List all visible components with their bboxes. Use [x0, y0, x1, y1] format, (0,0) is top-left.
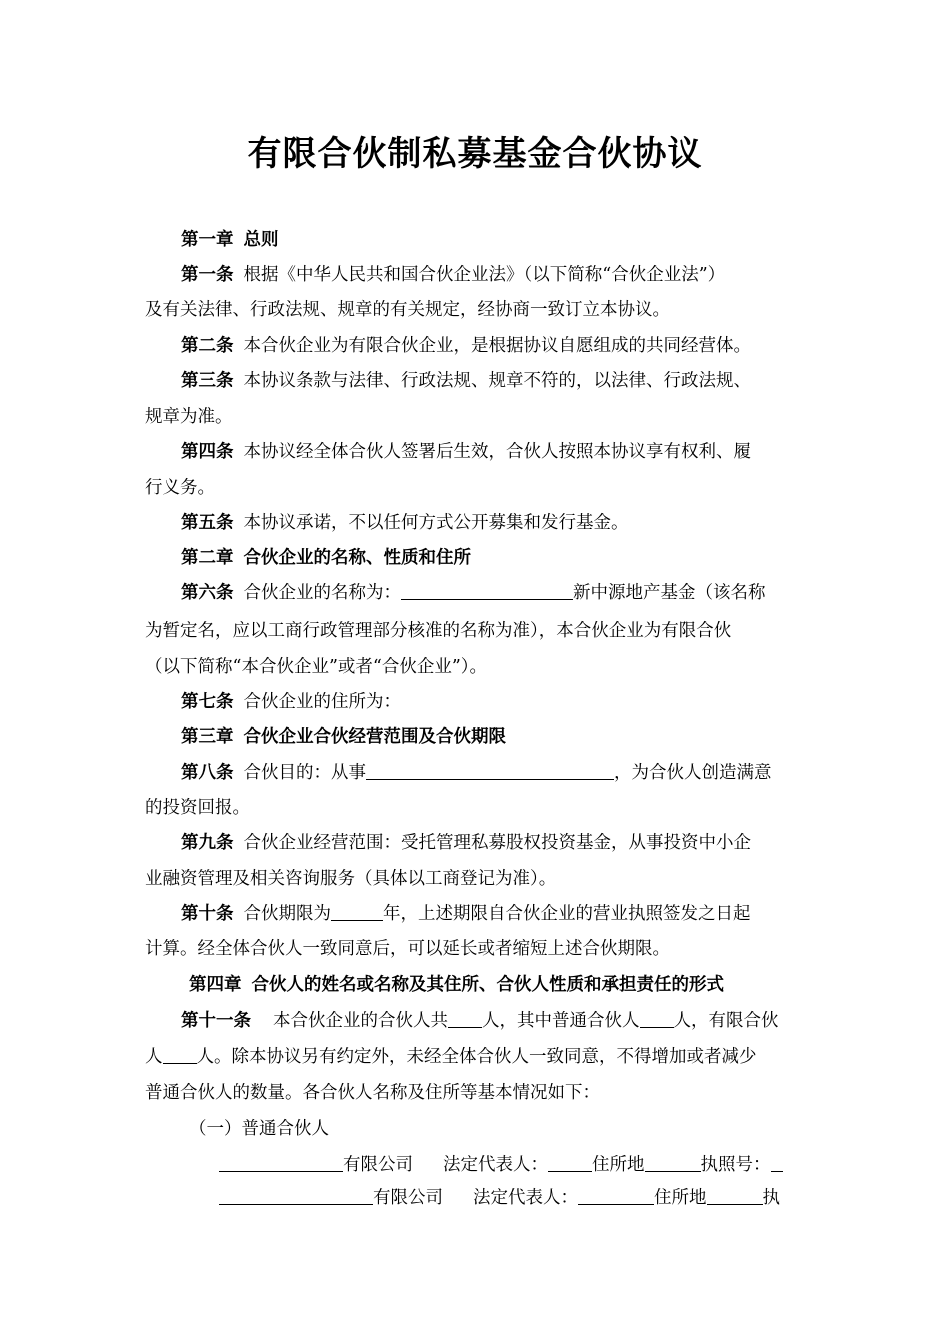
article-9: 第九条 合伙企业经营范围：受托管理私募股权投资基金，从事投资中小企: [181, 833, 751, 853]
article-10-cont: 计算。经全体合伙人一致同意后，可以延长或者缩短上述合伙期限。: [145, 939, 670, 959]
article-10: 第十条 合伙期限为 年，上述期限自合伙企业的营业执照签发之日起: [181, 904, 751, 924]
fund-name-blank[interactable]: [401, 581, 573, 600]
legal-rep-blank[interactable]: [548, 1153, 592, 1172]
article-1-cont: 及有关法律、行政法规、规章的有关规定，经协商一致订立本协议。: [145, 300, 670, 320]
article-11: 第十一条 本合伙企业的合伙人共 人，其中普通合伙人 人，有限合伙: [181, 1011, 779, 1031]
article-8: 第八条 合伙目的：从事 ，为合伙人创造满意: [181, 763, 772, 783]
term-years-blank[interactable]: [331, 902, 383, 921]
limited-partners-blank[interactable]: [163, 1045, 197, 1064]
article-3: 第三条 本协议条款与法律、行政法规、规章不符的，以法律、行政法规、: [181, 371, 751, 391]
address-blank[interactable]: [707, 1186, 763, 1205]
general-partner-row-1: 有限公司 法定代表人： 住所地 执照号：: [219, 1153, 806, 1177]
chapter-4-heading: 第四章 合伙人的姓名或名称及其住所、合伙人性质和承担责任的形式: [189, 975, 724, 995]
article-6-cont-2: （以下简称“本合伙企业”或者“合伙企业”）。: [145, 657, 488, 677]
article-8-cont: 的投资回报。: [145, 798, 250, 818]
article-3-cont: 规章为准。: [145, 407, 233, 427]
total-partners-blank[interactable]: [448, 1009, 482, 1028]
article-7: 第七条 合伙企业的住所为：: [181, 692, 401, 712]
purpose-blank[interactable]: [366, 761, 614, 780]
article-4: 第四条 本协议经全体合伙人签署后生效，合伙人按照本协议享有权利、履: [181, 442, 751, 462]
article-6-cont: 为暂定名，应以工商行政管理部分核准的名称为准），本合伙企业为有限合伙: [145, 621, 732, 641]
chapter-1-heading: 第一章 总则: [181, 230, 279, 250]
article-1: 第一条 根据《中华人民共和国合伙企业法》（以下简称“合伙企业法”）: [181, 265, 726, 285]
article-2: 第二条 本合伙企业为有限合伙企业，是根据协议自愿组成的共同经营体。: [181, 336, 751, 356]
article-9-cont: 业融资管理及相关咨询服务（具体以工商登记为准）。: [145, 869, 557, 889]
company-name-blank[interactable]: [219, 1153, 343, 1172]
article-11-cont-2: 普通合伙人的数量。各合伙人名称及住所等基本情况如下：: [145, 1083, 600, 1103]
general-partner-heading: （一）普通合伙人: [189, 1119, 329, 1139]
article-5: 第五条 本协议承诺，不以任何方式公开募集和发行基金。: [181, 513, 629, 533]
license-blank[interactable]: [771, 1153, 783, 1172]
article-11-cont: 人 人。除本协议另有约定外，未经全体合伙人一致同意，不得增加或者减少: [145, 1047, 757, 1067]
legal-rep-blank[interactable]: [578, 1186, 654, 1205]
address-blank[interactable]: [645, 1153, 701, 1172]
article-4-cont: 行义务。: [145, 478, 215, 498]
document-title: 有限合伙制私募基金合伙协议: [247, 134, 703, 174]
chapter-3-heading: 第三章 合伙企业合伙经营范围及合伙期限: [181, 727, 506, 747]
general-partner-row-2: 有限公司 法定代表人： 住所地 执: [219, 1186, 806, 1210]
chapter-2-heading: 第二章 合伙企业的名称、性质和住所: [181, 548, 471, 568]
general-partners-blank[interactable]: [640, 1009, 674, 1028]
article-6: 第六条 合伙企业的名称为： 新中源地产基金（该名称: [181, 583, 766, 603]
company-name-blank[interactable]: [219, 1186, 373, 1205]
